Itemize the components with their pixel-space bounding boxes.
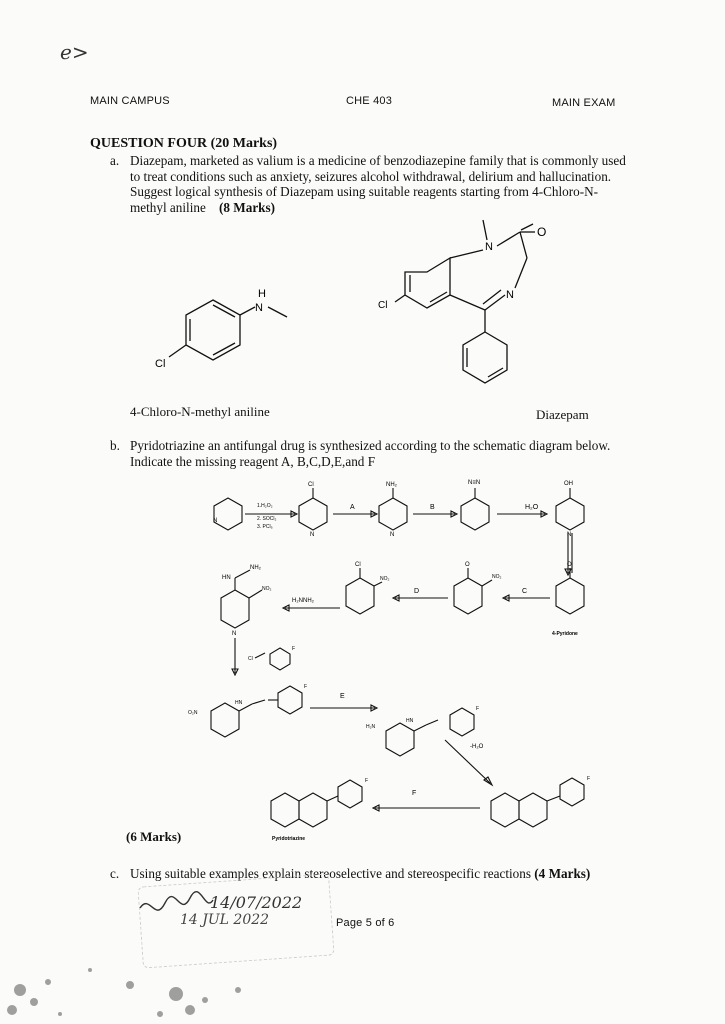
reagent-e: E (340, 693, 345, 700)
part-a-text (130, 153, 630, 215)
question-title: QUESTION FOUR (20 Marks) (90, 136, 278, 151)
scan-smudge (0, 930, 260, 1024)
diazepam-atom-o: O (537, 225, 547, 239)
s-n-3: N (390, 532, 395, 538)
diazepam-atom-cl: Cl (378, 300, 388, 311)
s-hn-1: HN (222, 575, 231, 581)
s-no2-1: NO₂ (492, 574, 502, 580)
s-diazonium: N≡N (468, 480, 481, 486)
pyridotriazine-synthesis-scheme (188, 478, 620, 843)
s-h2n: H₂N (366, 724, 376, 730)
s-f-4: F (587, 776, 591, 782)
step1-reagent-1: 1.H₂O₂ (257, 503, 273, 509)
s-f-3: F (476, 706, 480, 712)
s-n-4: N (567, 532, 572, 538)
s-o-1: O (567, 562, 572, 568)
reagent-f: F (412, 790, 417, 797)
s-f-2: F (304, 684, 308, 690)
s-cl-3: Cl (248, 656, 253, 662)
reagent-b: B (430, 504, 435, 511)
part-b-marker: b. (110, 438, 120, 453)
header-center: CHE 403 (346, 95, 393, 107)
reagent-water: H₂O (525, 504, 539, 511)
label-pyridotriazine: Pyridotriazine (272, 836, 306, 842)
s-oh: OH (564, 481, 573, 487)
handwritten-date: 14/07/2022 (210, 893, 303, 912)
s-n-2: N (310, 532, 315, 538)
part-c-text (130, 866, 630, 882)
reagent-hydrazine: H₂NNH₂ (292, 598, 314, 604)
stamp-date: 14 JUL 2022 (180, 912, 270, 928)
part-b-text: Pyridotriazine an antifungal drug is synthesized according to the schematic diagram below. Indicate the missing reagent A, B,C,D,E,and F (130, 438, 611, 469)
s-n-5: N (232, 631, 237, 637)
step1-reagent-3: 3. PCl₅ (257, 524, 273, 530)
s-f-5: F (365, 778, 369, 784)
s-n-1: N (213, 518, 218, 524)
diazepam-structure (375, 210, 575, 395)
reagent-a: A (350, 504, 355, 511)
s-cl-1: Cl (308, 482, 314, 488)
s-nh2-1: NH₂ (386, 482, 397, 488)
part-b-marks: (6 Marks) (126, 829, 182, 844)
s-nh2-2: NH₂ (250, 565, 261, 571)
reagent-c: C (522, 588, 528, 595)
part-a-marks: (8 Marks) (219, 199, 276, 215)
atom-cl: Cl (155, 358, 166, 370)
s-cl-2: Cl (355, 562, 361, 568)
s-hn-2: HN (235, 700, 243, 706)
part-c-marks: (4 Marks) (534, 866, 591, 881)
s-o2n: O₂N (188, 710, 198, 716)
reagent-d: D (414, 588, 420, 595)
header-right: MAIN EXAM (552, 97, 616, 109)
s-no2-2: NO₂ (380, 576, 390, 582)
part-c-marker: c. (110, 866, 120, 881)
part-a-question: Diazepam, marketed as valium is a medicine of benzodiazepine family that is commonly used to treat conditions such as anxiety, seizures alcohol withdrawal, delirium and hallucination. Suggest logical synthesis of Diazepam using suitable reagents starting from 4-Chloro-N-methyl aniline (130, 153, 626, 215)
page-number: Page 5 of 6 (336, 917, 395, 929)
atom-n: N (255, 302, 263, 314)
part-c-question: Using suitable examples explain stereoselective and stereospecific reactions (130, 866, 531, 881)
chloro-methyl-aniline-structure (125, 285, 305, 395)
step1-reagent-2: 2. SOCl₂ (257, 516, 277, 522)
label-4-pyridone: 4-Pyridone (552, 631, 578, 637)
s-o-2: O (465, 562, 470, 568)
atom-h: H (258, 288, 266, 300)
s-no2-3: NO₂ (262, 586, 272, 592)
diazepam-atom-n2: N (506, 289, 514, 301)
header-left: MAIN CAMPUS (90, 95, 170, 107)
diazepam-atom-n1: N (485, 241, 493, 253)
s-hn-3: HN (406, 718, 414, 724)
s-f-1: F (292, 646, 296, 652)
part-a-marker: a. (110, 153, 120, 168)
reagent-minus-water: -H₂O (470, 744, 484, 750)
label-diazepam: Diazepam (536, 407, 589, 422)
corner-handwriting: e> (60, 40, 89, 64)
label-chloro-methyl-aniline: 4-Chloro-N-methyl aniline (130, 404, 270, 419)
